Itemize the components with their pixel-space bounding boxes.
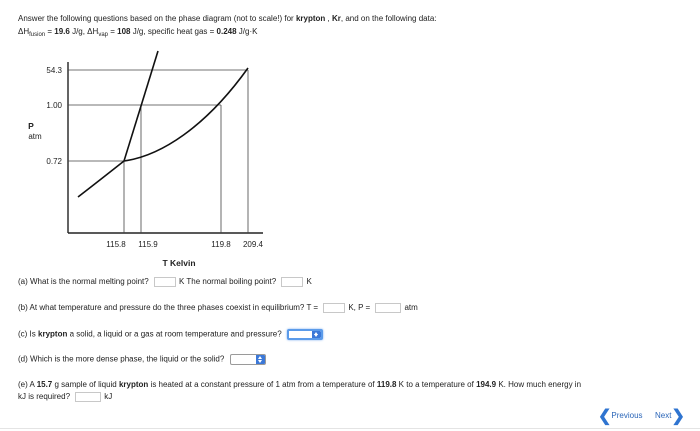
question-e-line-2-text: kJ is required? — [18, 392, 71, 402]
x-tick-115-9: 115.9 — [138, 240, 158, 249]
question-e-mid-2: is heated at a constant pressure of 1 atm from a temperature of — [148, 380, 377, 389]
heat-unit: J/g·K — [236, 27, 258, 36]
x-tick-209-4: 209.4 — [242, 240, 264, 249]
triple-point-pressure-input[interactable] — [375, 303, 401, 313]
question-e-element: krypton — [118, 380, 149, 389]
question-d-text: (d) Which is the more dense phase, the liquid or the solid? — [18, 354, 225, 364]
question-e-mass: 15.7 — [36, 380, 53, 389]
question-e-unit: kJ — [104, 392, 113, 402]
x-label: T Kelvin — [162, 258, 196, 268]
chevron-left-icon: ❮ — [598, 408, 612, 425]
question-a-unit-2: K — [306, 277, 312, 287]
x-tick-115-8: 115.8 — [106, 240, 126, 249]
question-e-mid-4: K. How much energy in — [496, 380, 582, 389]
vap-value: 108 — [117, 27, 131, 36]
phase-at-rtp-select[interactable] — [287, 329, 323, 340]
next-label: Next — [655, 411, 672, 421]
vap-sub: vap — [98, 32, 108, 38]
fusion-sub: fusion — [29, 32, 46, 38]
triple-point-temp-input[interactable] — [323, 303, 345, 313]
question-e-line-1 — [18, 380, 581, 389]
chevron-right-icon: ❯ — [671, 408, 685, 425]
previous-label: Previous — [611, 411, 643, 421]
question-c-post: a solid, a liquid or a gas at room temperature and pressure? — [67, 329, 282, 339]
question-a-text: (a) What is the normal melting point? — [18, 277, 149, 287]
energy-input[interactable] — [75, 392, 101, 402]
question-a — [18, 277, 312, 287]
question-c — [18, 329, 323, 340]
fusion-unit: J/g, ΔH — [69, 27, 99, 36]
question-b-unit-2: atm — [404, 303, 418, 313]
melting-point-input[interactable] — [154, 277, 176, 287]
intro-text: Answer the following questions based on the phase diagram (not to scale!) for — [18, 14, 294, 23]
heat-value: 0.248 — [216, 27, 237, 36]
previous-button[interactable] — [598, 406, 643, 426]
select-arrows-icon — [312, 331, 321, 338]
y-tick-54-3: 54.3 — [46, 66, 62, 75]
bottom-divider — [0, 428, 700, 429]
boiling-point-input[interactable] — [281, 277, 303, 287]
vap-eq: = — [108, 27, 118, 36]
question-b — [18, 303, 418, 313]
comma: , — [327, 14, 330, 23]
question-b-text: (b) At what temperature and pressure do the three phases coexist in equilibrium? T = — [18, 303, 319, 313]
element-symbol: Kr — [332, 14, 341, 23]
question-e-line-2 — [18, 392, 112, 402]
vaporization-curve — [124, 68, 248, 161]
question-c-pre: (c) Is — [18, 329, 38, 339]
question-e-pre: (e) A — [18, 380, 37, 389]
y-label-atm: atm — [28, 132, 42, 141]
question-e-t2: 194.9 — [476, 380, 497, 389]
fusion-value: 19.6 — [54, 27, 70, 36]
intro-tail: , and on the following data: — [340, 14, 437, 23]
fusion-eq: = — [45, 27, 55, 36]
question-e-mid-3: K to a temperature of — [396, 380, 477, 389]
question-d — [18, 354, 266, 365]
element-name: krypton — [295, 14, 326, 23]
vap-unit: J/g, specific heat gas = — [130, 27, 217, 36]
next-button[interactable] — [655, 406, 685, 426]
y-label-p: P — [28, 121, 34, 131]
question-c-element: krypton — [38, 329, 68, 339]
y-tick-1-00: 1.00 — [46, 101, 62, 110]
sublimation-curve — [78, 161, 124, 197]
question-b-unit-1: K, P = — [348, 303, 371, 313]
y-tick-0-72: 0.72 — [46, 157, 62, 166]
denser-phase-select[interactable] — [230, 354, 266, 365]
question-a-unit-1: K The normal boiling point? — [178, 277, 277, 287]
question-e-mid-1: g sample of liquid — [52, 380, 119, 389]
x-tick-119-8: 119.8 — [211, 240, 231, 249]
question-e-t1: 119.8 — [376, 380, 397, 389]
fusion-prefix: ΔH — [18, 27, 30, 36]
select-arrows-icon — [256, 355, 265, 364]
